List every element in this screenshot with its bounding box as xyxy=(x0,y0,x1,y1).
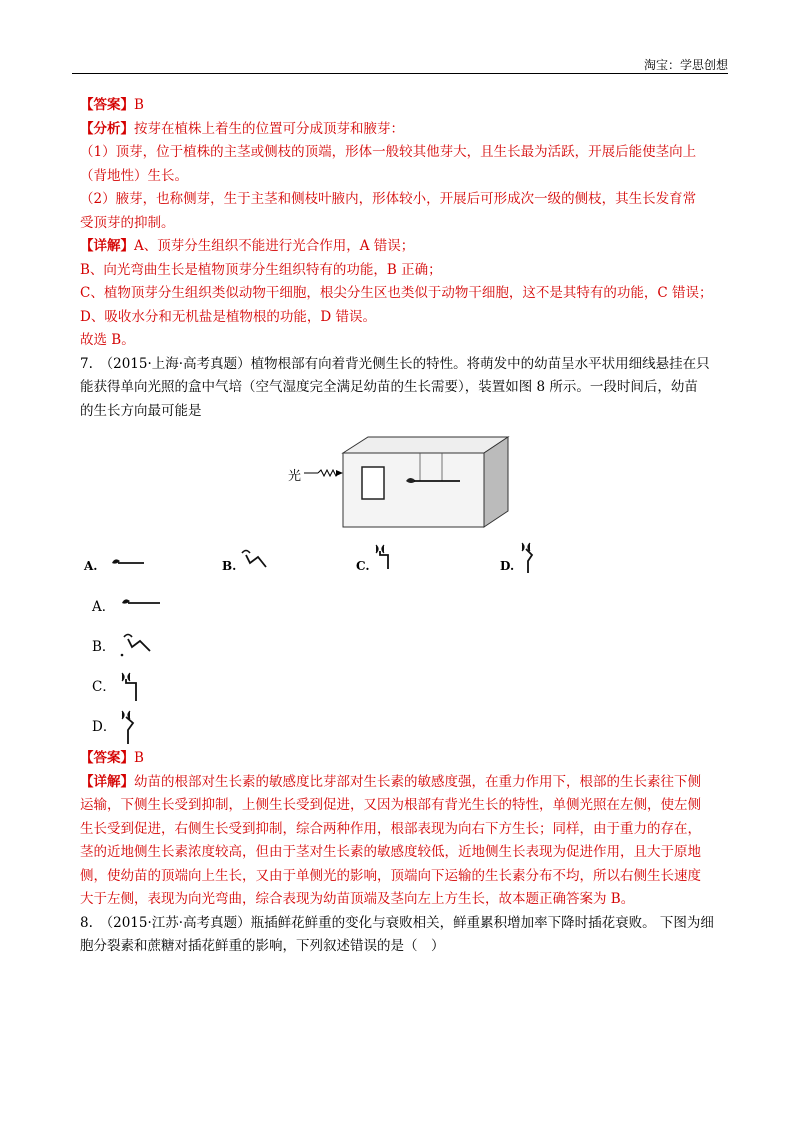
q7-stem-2: 能获得单向光照的盒中气培（空气湿度完全满足幼苗的生长需要），装置如图 8 所示。一段时间后，幼苗 xyxy=(80,379,698,395)
detail2-line-6: 大于左侧，表现为向光弯曲，综合表现为幼苗顶端及茎向左上方生长，故本题正确答案为 B。 xyxy=(80,891,635,907)
detail-line-4: D、吸收水分和无机盐是植物根的功能，D 错误。 xyxy=(80,308,376,325)
q7-option-a-icon xyxy=(116,587,164,617)
q7-option-a[interactable] xyxy=(92,587,728,627)
detail2-line-2: 运输，下侧生长受到抑制，上侧生长受到促进，又因为根部有背光生长的特性，单侧光照在左侧，使左侧 xyxy=(80,797,701,813)
answer-value: B xyxy=(134,97,144,113)
q7-option-d-icon xyxy=(116,707,156,747)
analysis-p2b: 受顶芽的抑制。 xyxy=(80,214,175,231)
analysis-p1b: （背地性）生长。 xyxy=(80,167,188,184)
light-label: 光 xyxy=(288,469,302,484)
detail2-line-3: 生长受到促进，右侧生长受到抑制，综合两种作用，根部表现为向右下方生长；同样，由于重力的存在， xyxy=(80,820,701,837)
q7-option-b-icon xyxy=(116,627,164,661)
answer-tag: 【答案】 xyxy=(80,97,134,113)
fig-opt-c-icon xyxy=(370,539,400,573)
q7-apparatus-figure xyxy=(80,429,728,539)
analysis-p1a: （1）顶芽，位于植株的主茎或侧枝的顶端，形体一般较其他芽大，且生长最为活跃，开展后能使茎向上 xyxy=(80,144,697,160)
q7-option-list xyxy=(92,587,728,747)
answer-line-2 xyxy=(80,747,728,771)
analysis-tag: 【分析】 xyxy=(80,120,134,137)
q7-figure-options xyxy=(80,547,728,587)
apparatus-svg xyxy=(80,429,728,539)
fig-opt-d-label: D. xyxy=(500,559,515,573)
q8-stem-1: 8. （2015·江苏·高考真题）瓶插鲜花鲜重的变化与衰败相关，鲜重累积增加率下降时插花衰败。 下图为细 xyxy=(80,914,714,931)
fig-opt-c-label: C. xyxy=(356,559,370,573)
q7-option-c-label: C． xyxy=(92,679,116,695)
header-brand: 淘宝：学思创想 xyxy=(643,58,728,72)
detail2-line-5: 侧，使幼苗的顶端向上生长，又由于单侧光的影响，顶端向下运输的生长素分布不均，所以右侧生长速度 xyxy=(80,867,701,884)
answer-line xyxy=(80,94,728,118)
q7-stem-1: 7. （2015·上海·高考真题）植物根部有向着背光侧生长的特性。将萌发中的幼苗呈水平状用细线悬挂在只 xyxy=(80,355,710,372)
page-content xyxy=(80,94,728,959)
q8-stem-2: 胞分裂素和蔗糖对插花鲜重的影响，下列叙述错误的是（ ） xyxy=(80,938,445,954)
detail-tag: 【详解】 xyxy=(80,238,134,254)
q7-option-a-label: A． xyxy=(92,599,116,615)
fig-opt-b-icon xyxy=(238,545,278,575)
detail2-text-1: 幼苗的根部对生长素的敏感度比芽部对生长素的敏感度强，在重力作用下，根部的生长素往下侧 xyxy=(134,773,701,790)
header-rule xyxy=(72,73,728,74)
fig-opt-a-label: A. xyxy=(84,559,98,573)
q7-option-b-label: B． xyxy=(92,639,116,655)
detail2-line-4: 茎的近地侧生长素浓度较高，但由于茎对生长素的敏感度较低，近地侧生长表现为促进作用，且大于原地 xyxy=(80,844,701,860)
answer-value-2: B xyxy=(134,750,144,766)
q7-option-d[interactable] xyxy=(92,707,728,747)
detail-line-5: 故选 B。 xyxy=(80,332,135,348)
q7-option-d-label: D． xyxy=(92,719,117,735)
q7-stem-3: 的生长方向最可能是 xyxy=(80,402,202,419)
analysis-text: 按芽在植株上着生的位置可分成顶芽和腋芽： xyxy=(134,120,404,137)
detail-line-1 xyxy=(80,235,728,259)
detail2-line-1 xyxy=(80,771,728,795)
analysis-line xyxy=(80,118,728,142)
fig-opt-b-label: B. xyxy=(222,559,237,573)
analysis-p2a: （2）腋芽，也称侧芽，生于主茎和侧枝叶腋内，形体较小，开展后可形成次一级的侧枝，其生长发育常 xyxy=(80,191,697,207)
detail-line-2: B、向光弯曲生长是植物顶芽分生组织特有的功能，B 正确； xyxy=(80,261,442,278)
detail-line-3: C、植物顶芽分生组织类似动物干细胞，根尖分生区也类似于动物干细胞，这不是其特有的功能，C 错误； xyxy=(80,285,713,301)
fig-opt-a-icon xyxy=(106,549,146,579)
q7-option-c-icon xyxy=(116,667,156,707)
q7-option-b[interactable] xyxy=(92,627,728,667)
detail-tag-2: 【详解】 xyxy=(80,773,134,790)
answer-tag-2: 【答案】 xyxy=(80,750,134,766)
detail-text-1: A、顶芽分生组织不能进行光合作用，A 错误； xyxy=(134,238,415,254)
fig-opt-d-icon xyxy=(516,537,546,577)
q7-option-c[interactable] xyxy=(92,667,728,707)
